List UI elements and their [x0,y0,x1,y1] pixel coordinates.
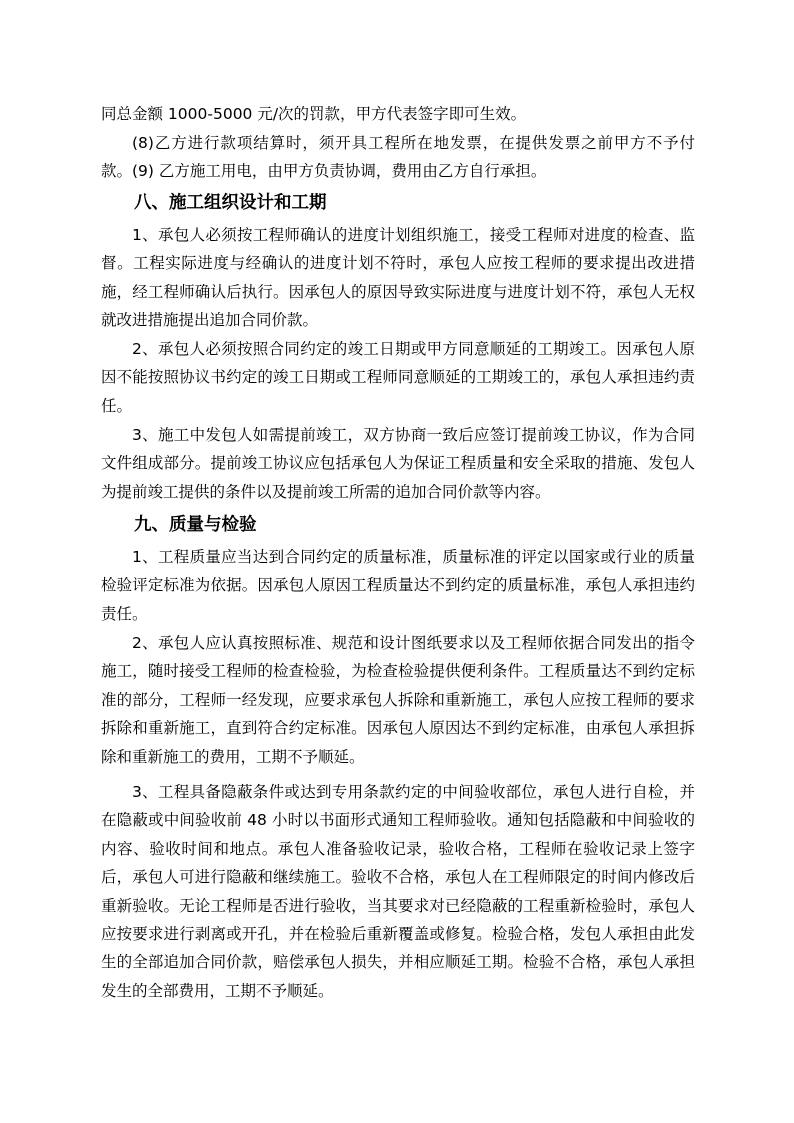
item-8: (8)乙方进行款项结算时，须开具工程所在地发票，在提供发票之前甲方不予付款。 [101,134,695,181]
section-9-paragraph-2: 2、承包人应认真按照标准、规范和设计图纸要求以及工程师依据合同发出的指令施工，随时接受工程师的检查检验，为检查检验提供便利条件。工程质量达不到约定标准的部分，工程师一经发现，应要求承包人拆除和重新施工，承包人应按工程师的要求拆除和重新施工，直到符合约定标准。因承包人原因达不到约定标准，由承包人承担拆除和重新施工的费用，工期不予顺延。 [101,634,695,766]
item-9: (9) 乙方施工用电，由甲方负责协调，费用由乙方自行承担。 [132,162,547,180]
section-8-paragraph-3: 3、施工中发包人如需提前竣工，双方协商一致后应签订提前竣工协议，作为合同文件组成部分。提前竣工协议应包括承包人为保证工程质量和安全采取的措施、发包人为提前竣工提供的条件以及提前竣工所需的追加合同价款等内容。 [101,426,695,501]
section-8-paragraph-2: 2、承包人必须按照合同约定的竣工日期或甲方同意顺延的工期竣工。因承包人原因不能按照协议书约定的竣工日期或工程师同意顺延的工期竣工的，承包人承担违约责任。 [101,340,695,415]
section-8-paragraph-1: 1、承包人必须按工程师确认的进度计划组织施工，接受工程师对进度的检查、监督。工程实际进度与经确认的进度计划不符时，承包人应按工程师的要求提出改进措施，经工程师确认后执行。因承包人的原因导致实际进度与进度计划不符，承包人无权就改进措施提出追加合同价款。 [101,226,695,330]
section-9-paragraph-3: 3、工程具备隐蔽条件或达到专用条款约定的中间验收部位，承包人进行自检，并在隐蔽或中间验收前 48 小时以书面形式通知工程师验收。通知包括隐蔽和中间验收的内容、验收时间和地点。承包人准备验收记录，验收合格，工程师在验收记录上签字后，承包人可进行隐蔽和继续施工。验收不合格，承包人在工程师限定的时间内修改后重新验收。无论工程师是否进行验收，当其要求对已经隐蔽的工程重新检验时，承包人应按要求进行剥离或开孔，并在检验后重新覆盖或修复。检验合格，发包人承担由此发生的全部追加合同价款，赔偿承包人损失，并相应顺延工期。检验不合格，承包人承担发生的全部费用，工期不予顺延。 [101,783,695,1000]
section-9-heading: 九、质量与检验 [134,515,257,535]
continued-penalty-line: 同总金额 1000-5000 元/次的罚款，甲方代表签字即可生效。 [101,105,527,123]
section-9-paragraph-1: 1、工程质量应当达到合同约定的质量标准，质量标准的评定以国家或行业的质量检验评定标准为依据。因承包人原因工程质量达不到约定的质量标准，承包人承担违约责任。 [101,548,695,623]
section-8-heading: 八、施工组织设计和工期 [134,193,327,213]
